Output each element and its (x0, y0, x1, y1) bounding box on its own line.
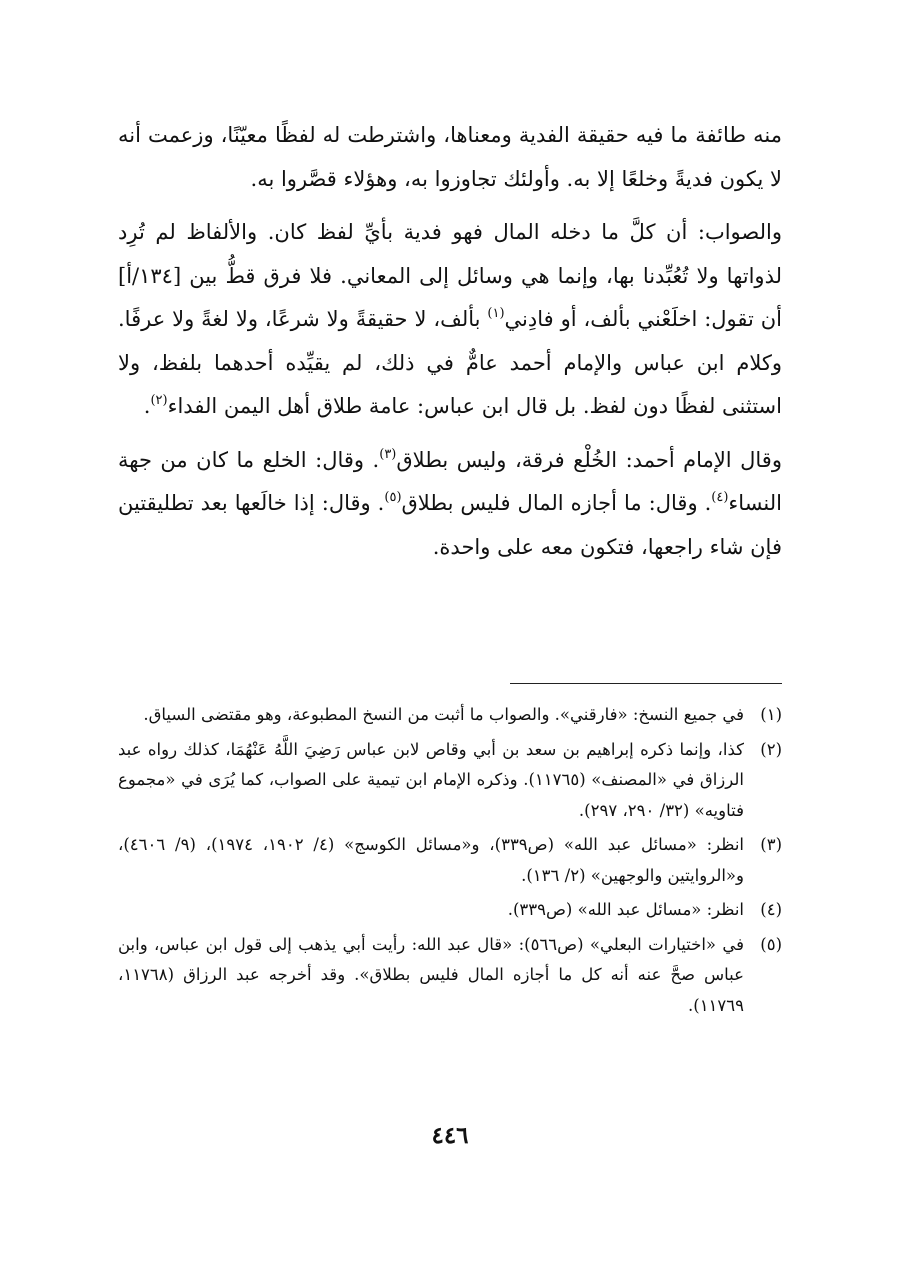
paragraph-2-text-part-1: والصواب: أن كلَّ ما دخله المال فهو فدية بأيِّ لفظ كان. والألفاظ لم تُرِد لذواتها ولا تُعُبِّدنا بها، وإنما هي وسائل إلى المعاني. فلا فرق قطُّ بين [١٣٤/أ] أن تقول: اخلَعْني بألف، أو فادِني (118, 220, 783, 331)
paragraph-3-text-part-4: . وقال: إذا خالَعها بعد تطليقتين فإن شاء راجعها، فتكون معه على واحدة. (118, 491, 782, 559)
footnote-text: في «اختيارات البعلي» (ص٥٦٦): «قال عبد الله: رأيت أبي يذهب إلى قول ابن عباس، وابن عباس صحَّ عنه أنه كل ما أجازه المال فليس بطلاق». وقد أخرجه عبد الرزاق (١١٧٦٨، ١١٧٦٩). (118, 934, 745, 1015)
paragraph-3-text-part-1: وقال الإمام أحمد: الخُلْع فرقة، وليس بطلاق (396, 447, 782, 472)
footnote-text: كذا، وإنما ذكره إبراهيم بن سعد بن أبي وقاص لابن عباس رَضِيَ اللَّهُ عَنْهُمَا، كذلك رواه عبد الرزاق في «المصنف» (١١٧٦٥). وذكره الإمام ابن تيمية على الصواب، كما يُرَى في «مجموع فتاويه» (٣٢/ ٢٩٠، ٢٩٧). (118, 739, 744, 820)
paragraph-2 (118, 211, 782, 429)
footnote-ref-5[interactable]: (٥) (384, 490, 402, 505)
footnote-text: في جميع النسخ: «فارقني». والصواب ما أثبت من النسخ المطبوعة، وهو مقتضى السياق. (143, 705, 744, 724)
footnote-ref-3[interactable]: (٣) (379, 446, 397, 462)
footnote-number: (١) (760, 705, 782, 724)
footnote-ref-1[interactable]: (١) (487, 306, 505, 321)
paragraph-2-text-part-2: بألف، لا حقيقةً ولا شرعًا، ولا لغةً ولا عرفًا. وكلام ابن عباس والإمام أحمد عامٌّ في ذلك، لم يقيِّده أحدهما بلفظ، ولا استثنى لفظًا دون لفظ. بل قال ابن عباس: عامة طلاق أهل اليمن الفداء (118, 307, 782, 418)
paragraph-1-text: منه طائفة ما فيه حقيقة الفدية ومعناها، واشترطت له لفظًا معيّنًا، وزعمت أنه لا يكون فديةً وخلعًا إلا به. وأولئك تجاوزوا به، وهؤلاء قصَّروا به. (118, 123, 782, 191)
footnote-number: (٤) (760, 900, 782, 919)
paragraph-2-text-part-3: . (143, 394, 151, 418)
paragraph-3-text-part-2: . وقال: الخلع ما كان من جهة النساء (118, 447, 782, 515)
footnote-text: انظر: «مسائل عبد الله» (ص٣٣٩). (507, 900, 744, 919)
page-number: ٤٤٦ (431, 1122, 469, 1149)
footnote-ref-4[interactable]: (٤) (711, 490, 729, 505)
footnote-separator (510, 683, 782, 684)
footnote-2 (118, 735, 782, 827)
paragraph-1 (118, 114, 782, 201)
footnote-number: (٢) (760, 739, 782, 759)
footnote-text: انظر: «مسائل عبد الله» (ص٣٣٩)، و«مسائل الكوسج» (٤/ ١٩٠٢، ١٩٧٤)، (٩/ ٤٦٠٦)، و«الروايتين والوجهين» (٢/ ١٣٦). (118, 835, 744, 885)
footnote-number: (٣) (760, 835, 782, 854)
main-text (118, 114, 782, 569)
footnote-number: (٥) (760, 934, 782, 954)
footnote-ref-2[interactable]: (٢) (150, 393, 168, 408)
paragraph-3-text-part-3: . وقال: ما أجازه المال فليس بطلاق (401, 491, 712, 515)
footnote-1 (118, 700, 782, 731)
footnote-3 (118, 830, 782, 891)
footnotes (118, 700, 782, 1025)
footnote-5 (118, 930, 782, 1022)
footnote-4 (118, 895, 782, 926)
paragraph-3 (118, 439, 782, 570)
